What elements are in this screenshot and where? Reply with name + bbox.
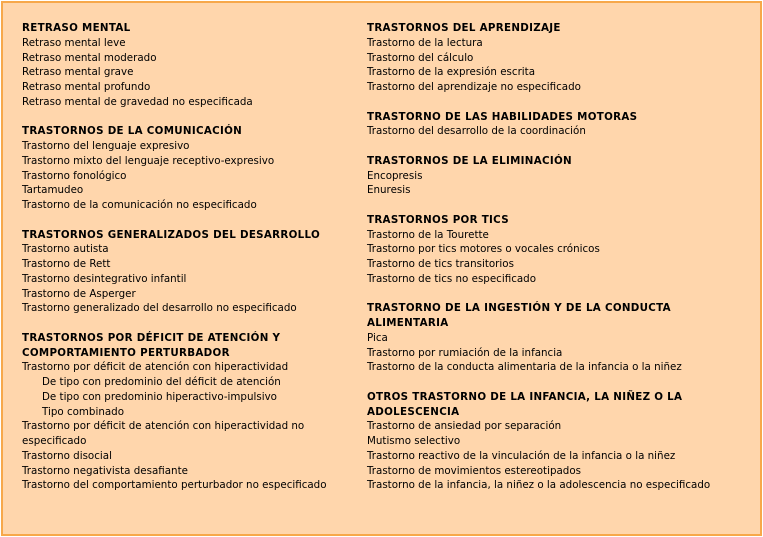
category-section	[367, 301, 742, 375]
disorder-item: Trastorno de la infancia, la niñez o la adolescencia no especificado	[367, 479, 711, 492]
category-heading: TRASTORNOS DEL APRENDIZAJE	[367, 22, 561, 34]
category-section	[367, 154, 742, 198]
disorder-item: Trastorno de la Tourette	[367, 228, 489, 241]
disorder-item: Mutismo selectivo	[367, 435, 461, 447]
right-column	[367, 21, 742, 508]
disorder-item: Trastorno de ansiedad por separación	[367, 420, 562, 433]
category-section	[22, 228, 364, 317]
disorder-item: Pica	[367, 331, 388, 344]
disorder-item: Tipo combinado	[42, 405, 125, 418]
disorder-item: De tipo con predominio del déficit de atención	[42, 376, 281, 388]
category-section	[22, 331, 364, 493]
disorder-item: Tartamudeo	[22, 184, 84, 197]
category-heading: TRASTORNOS POR DÉFICIT DE ATENCIÓN Y COMPORTAMIENTO PERTURBADOR	[22, 331, 281, 359]
disorder-item: Trastorno reactivo de la vinculación de la infancia o la niñez	[367, 449, 676, 462]
disorder-item: Trastorno fonológico	[22, 169, 127, 182]
disorder-item: Trastorno por déficit de atención con hiperactividad	[22, 361, 289, 374]
disorder-item: Trastorno por déficit de atención con hiperactividad no especificado	[22, 420, 305, 447]
category-section	[367, 21, 742, 95]
disorders-panel	[1, 1, 762, 536]
disorder-item: Trastorno de movimientos estereotipados	[367, 464, 581, 477]
disorder-item: Trastorno disocial	[22, 449, 112, 462]
disorder-item: Retraso mental de gravedad no especificada	[22, 95, 253, 108]
disorder-item: De tipo con predominio hiperactivo-impulsivo	[42, 390, 277, 403]
disorder-item: Trastorno negativista desafiante	[22, 464, 188, 477]
disorder-item: Trastorno de la expresión escrita	[367, 66, 536, 79]
disorder-item: Trastorno del cálculo	[367, 51, 474, 64]
disorder-item: Trastorno del aprendizaje no especificado	[367, 81, 581, 93]
disorder-item: Trastorno del lenguaje expresivo	[22, 140, 190, 152]
disorder-item: Encopresis	[367, 169, 423, 182]
category-section	[367, 213, 742, 287]
disorder-item: Trastorno del comportamiento perturbador no especificado	[22, 479, 327, 492]
disorder-item: Trastorno de la conducta alimentaria de la infancia o la niñez	[367, 361, 682, 374]
category-heading: TRASTORNOS POR TICS	[367, 213, 509, 226]
disorder-item: Retraso mental leve	[22, 36, 126, 49]
disorder-item: Trastorno del desarrollo de la coordinación	[367, 125, 586, 138]
category-section	[367, 390, 742, 493]
disorder-item: Retraso mental profundo	[22, 81, 151, 93]
disorder-item: Trastorno por rumiación de la infancia	[367, 346, 563, 359]
category-heading: TRASTORNO DE LAS HABILIDADES MOTORAS	[367, 110, 638, 123]
disorder-item: Trastorno de la comunicación no especificado	[22, 199, 257, 211]
disorder-item: Retraso mental grave	[22, 66, 134, 79]
disorder-item: Trastorno desintegrativo infantil	[22, 272, 187, 285]
category-heading: TRASTORNOS DE LA ELIMINACIÓN	[367, 154, 572, 167]
category-heading: RETRASO MENTAL	[22, 22, 131, 34]
disorder-item: Trastorno mixto del lenguaje receptivo-expresivo	[22, 154, 275, 167]
category-heading: TRASTORNOS DE LA COMUNICACIÓN	[22, 125, 243, 138]
disorder-item: Trastorno de tics transitorios	[367, 258, 514, 270]
category-section	[22, 124, 364, 213]
disorder-item: Trastorno de tics no especificado	[367, 272, 536, 285]
disorder-item: Trastorno de la lectura	[367, 36, 483, 49]
category-section	[22, 21, 364, 110]
disorder-item: Enuresis	[367, 184, 411, 197]
category-heading: OTROS TRASTORNO DE LA INFANCIA, LA NIÑEZ O LA ADOLESCENCIA	[367, 390, 683, 418]
category-heading: TRASTORNO DE LA INGESTIÓN Y DE LA CONDUCTA ALIMENTARIA	[367, 302, 671, 329]
disorder-item: Trastorno autista	[22, 243, 109, 256]
disorder-item: Trastorno de Rett	[22, 258, 111, 270]
left-column	[22, 21, 364, 508]
disorder-item: Trastorno por tics motores o vocales crónicos	[367, 243, 600, 256]
category-heading: TRASTORNOS GENERALIZADOS DEL DESARROLLO	[22, 228, 321, 241]
disorder-item: Trastorno de Asperger	[22, 287, 136, 300]
disorder-item: Retraso mental moderado	[22, 51, 157, 64]
category-section	[367, 110, 742, 140]
disorder-item: Trastorno generalizado del desarrollo no especificado	[22, 302, 297, 315]
